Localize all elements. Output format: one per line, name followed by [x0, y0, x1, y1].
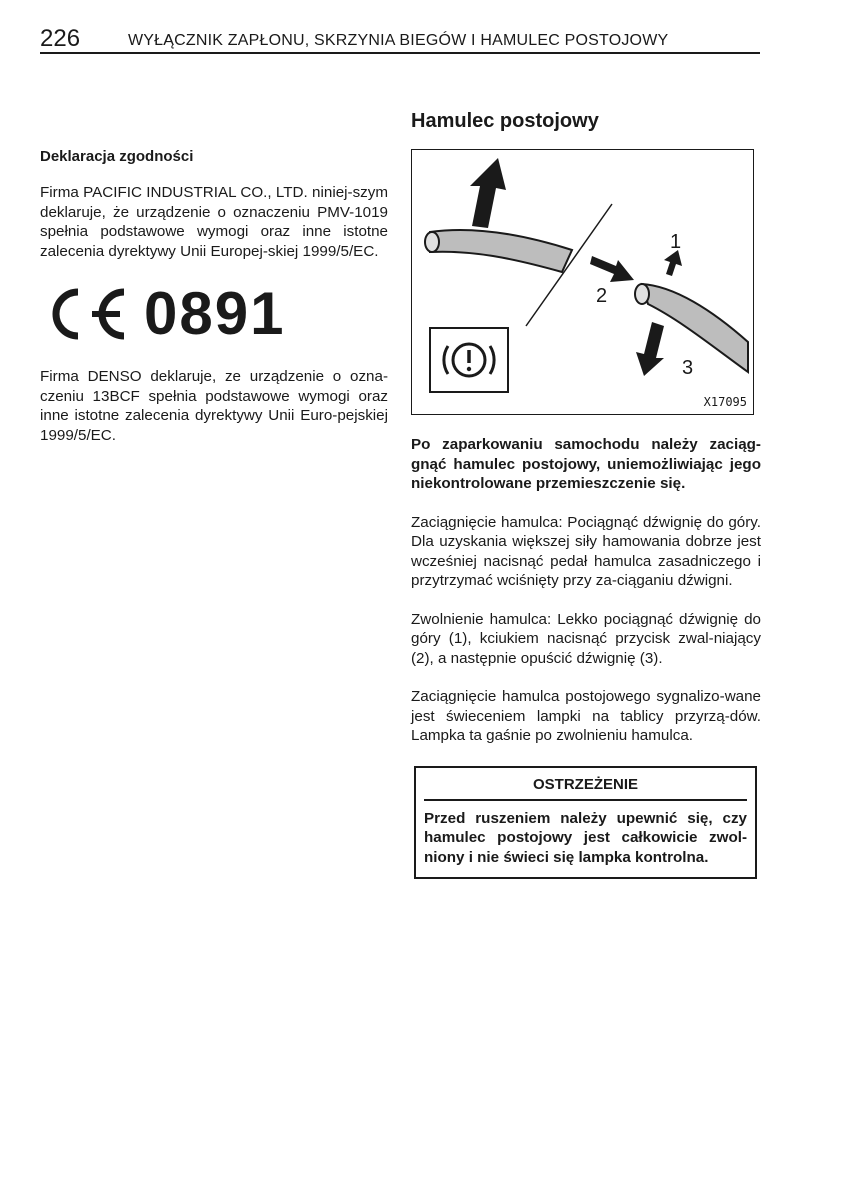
running-title: WYŁĄCZNIK ZAPŁONU, SKRZYNIA BIEGÓW I HAMULEC POSTOJOWY [128, 32, 669, 49]
ce-notified-body-number: 0891 [144, 280, 286, 347]
brake-warning-lamp-icon [430, 328, 508, 392]
parking-brake-illustration [412, 150, 752, 413]
warning-text: Przed ruszeniem należy upewnić się, czy hamulec postojowy jest całkowicie zwol-niony i nie świeci się lampka kontrolna. [424, 809, 747, 866]
ce-mark [40, 280, 388, 347]
figure-label-1: 1 [670, 231, 682, 253]
left-column [40, 148, 388, 445]
figure-code: X17095 [703, 395, 747, 409]
conformity-heading: Deklaracja zgodności [40, 148, 194, 165]
lever-applied-icon [425, 230, 572, 272]
ce-logo-icon [40, 286, 130, 342]
pacific-declaration: Firma PACIFIC INDUSTRIAL CO., LTD. niniej-szym deklaruje, że urządzenie o oznaczeniu PMV-1019 spełnia podstawowe wymogi oraz inne istotne zalecenia dyrektywy Unii Europej-skiej 1999/5/EC. [40, 184, 388, 260]
figure-label-2: 2 [596, 285, 608, 307]
release-brake-text: Zwolnienie hamulca: Lekko pociągnąć dźwignię do góry (1), kciukiem nacisnąć przycisk zwal-niający (2), a następnie opuścić dźwignię (3). [411, 610, 761, 667]
parking-brake-heading: Hamulec postojowy [411, 110, 599, 132]
warning-lamp-text: Zaciągnięcie hamulca postojowego sygnalizo-wane jest świeceniem lampki na tablicy przyrzą-dów. Lampka ta gaśnie po zwolnieniu hamulca. [411, 688, 761, 744]
arrow-2-icon [590, 256, 634, 282]
arrow-3-icon [636, 322, 664, 376]
pull-up-arrow-icon [470, 158, 506, 228]
page-header [40, 26, 760, 54]
warning-title: OSTRZEŻENIE [424, 776, 747, 801]
arrow-1-icon [664, 250, 682, 276]
right-column [411, 110, 761, 879]
apply-brake-text: Zaciągnięcie hamulca: Pociągnąć dźwignię do góry. Dla uzyskania większej siły hamowania dobrze jest wcześniej nacisnąć pedał hamulca zasadniczego i przytrzymać wciśnięty przy za-ciąganiu dźwigni. [411, 513, 761, 589]
figure-label-3: 3 [682, 357, 694, 379]
page-number: 226 [40, 25, 81, 52]
warning-box [414, 766, 757, 880]
parking-brake-figure [411, 149, 754, 415]
denso-declaration: Firma DENSO deklaruje, ze urządzenie o ozna-czeniu 13BCF spełnia podstawowe wymogi oraz inne istotne zalecenia dyrektywy Unii Euro-pejskiej 1999/5/EC. [40, 368, 388, 444]
parking-intro: Po zaparkowaniu samochodu należy zaciąg-gnąć hamulec postojowy, uniemożliwiając jego niekontrolowane przemieszczenie się. [411, 436, 761, 492]
